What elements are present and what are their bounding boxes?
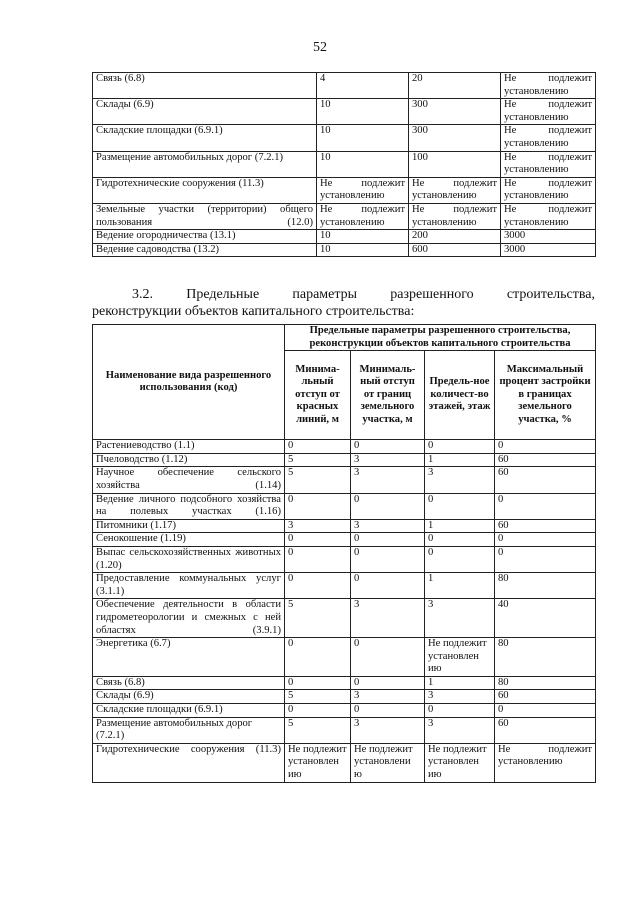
table-cell: 600 [409,243,501,257]
table-cell: Не подлежит установлен ию [285,743,351,782]
table-cell: 3 [351,453,425,467]
table-cell: 0 [425,493,495,519]
table-cell: 0 [425,440,495,454]
table-cell: 20 [409,73,501,99]
table-cell: 3 [351,599,425,638]
table-cell: Гидротехнические сооружения (11.3) [93,177,317,203]
table-cell: Не подлежит установлен ию [425,743,495,782]
table-cell: Обеспечение деятельности в области гидрометеорологии и смежных с ней областях (3.9.1) [93,599,285,638]
table-cell: Сенокошение (1.19) [93,533,285,547]
table-cell: 80 [495,638,596,677]
table-cell: 0 [425,704,495,718]
table-parameters [92,324,596,783]
section-number: 3.2. [132,287,153,302]
page-number: 52 [313,40,327,55]
heading-word: Предельные [186,287,260,302]
table-cell: Ведение садоводства (13.2) [93,243,317,257]
table-row [93,99,596,125]
table-row [93,638,596,677]
table-cell: 0 [495,440,596,454]
section-heading [92,286,595,320]
table-cell: Размещение автомобильных дорог (7.2.1) [93,151,317,177]
table-cell: 1 [425,453,495,467]
table-cell: 0 [495,704,596,718]
table-cell: Не подлежит установлению [317,203,409,229]
table-cell: 0 [351,638,425,677]
table-cell: Растениеводство (1.1) [93,440,285,454]
table-cell: 0 [351,440,425,454]
table-row [93,125,596,151]
table-cell: 3 [285,519,351,533]
table-cell: 60 [495,453,596,467]
header-name: Наименование вида разрешенного использования (код) [93,325,285,440]
table-row [93,546,596,572]
table-cell: Не подлежит установлению [501,73,596,99]
table-cell: Не подлежит установлению [409,177,501,203]
table-cell: 0 [495,533,596,547]
header-col2: Минималь-ный отступ от границ земельного участка, м [351,351,425,440]
table-cell: Размещение автомобильных дорог (7.2.1) [93,717,285,743]
table-cell: 0 [285,533,351,547]
table-cell: 0 [351,493,425,519]
table-cell: 0 [495,493,596,519]
table-cell: 0 [285,546,351,572]
table-cell: 40 [495,599,596,638]
table-cell: Не подлежит установлению [501,99,596,125]
table-header-row [93,325,596,351]
table-cell: Связь (6.8) [93,73,317,99]
table-row [93,243,596,257]
table-cell: Не подлежит установлени ю [351,743,425,782]
table-cell: 100 [409,151,501,177]
table-cell: 10 [317,243,409,257]
table-cell: Не подлежит установлению [317,177,409,203]
table-cell: Не подлежит установлению [409,203,501,229]
table-cell: Предоставление коммунальных услуг (3.1.1) [93,573,285,599]
table-cell: Склады (6.9) [93,690,285,704]
table-cell: 60 [495,690,596,704]
table-cell: Питомники (1.17) [93,519,285,533]
table-cell: 4 [317,73,409,99]
table-cell: Склады (6.9) [93,99,317,125]
table-cell: 3 [425,690,495,704]
table-cell: 0 [351,546,425,572]
table-row [93,73,596,99]
table-cell: 3000 [501,243,596,257]
table-cell: 0 [285,493,351,519]
table-cell: 5 [285,453,351,467]
table-cell: 10 [317,230,409,244]
table-cell: 1 [425,573,495,599]
table-row [93,599,596,638]
table-cell: 3 [351,690,425,704]
heading-word: параметры [292,287,358,302]
table-cell: Не подлежит установлению [501,203,596,229]
table-row [93,533,596,547]
table-row [93,440,596,454]
table-cell: Связь (6.8) [93,676,285,690]
table-cell: 80 [495,573,596,599]
table-cell: 0 [351,704,425,718]
table-cell: 3 [425,717,495,743]
table-row [93,493,596,519]
table-cell: Не подлежит установлению [495,743,596,782]
table-cell: Ведение огородничества (13.1) [93,230,317,244]
table-cell: 10 [317,151,409,177]
table-cell: 300 [409,125,501,151]
heading-word: разрешенного [390,287,474,302]
table-row [93,743,596,782]
table-cell: Складские площадки (6.9.1) [93,704,285,718]
table-upper [92,72,596,257]
table-cell: 80 [495,676,596,690]
table-cell: 0 [285,676,351,690]
table-cell: 3000 [501,230,596,244]
table-row [93,453,596,467]
table-cell: Не подлежит установлению [501,177,596,203]
table-cell: 3 [425,599,495,638]
header-group: Предельные параметры разрешенного строительства, реконструкции объектов капитального строительства [285,325,596,351]
table-cell: 0 [425,546,495,572]
table-cell: 1 [425,519,495,533]
table-cell: 5 [285,467,351,493]
heading-word: строительства, [506,287,595,302]
table-cell: 200 [409,230,501,244]
table-row [93,676,596,690]
table-cell: 60 [495,717,596,743]
table-row [93,467,596,493]
header-col3: Предель-ное количест-во этажей, этаж [425,351,495,440]
table-cell: 5 [285,690,351,704]
table-cell: 5 [285,599,351,638]
table-cell: Не подлежит установлению [501,125,596,151]
table-cell: 0 [285,638,351,677]
table-row [93,519,596,533]
table-cell: Ведение личного подсобного хозяйства на полевых участках (1.16) [93,493,285,519]
table-cell: 0 [351,573,425,599]
table-cell: Научное обеспечение сельского хозяйства (1.14) [93,467,285,493]
table-cell: Складские площадки (6.9.1) [93,125,317,151]
table-cell: 0 [351,533,425,547]
table-cell: 5 [285,717,351,743]
table-cell: Пчеловодство (1.12) [93,453,285,467]
table-cell: 3 [351,717,425,743]
table-cell: 0 [425,533,495,547]
table-cell: Энергетика (6.7) [93,638,285,677]
table-row [93,151,596,177]
table-cell: 3 [351,467,425,493]
table-row [93,177,596,203]
table-cell: 0 [285,573,351,599]
header-col1: Минима-льный отступ от красных линий, м [285,351,351,440]
table-cell: 0 [285,704,351,718]
table-cell: 300 [409,99,501,125]
table-row [93,203,596,229]
table-row [93,573,596,599]
table-cell: Земельные участки (территории) общего пользования (12.0) [93,203,317,229]
heading-line-2: реконструкции объектов капитального строительства: [92,304,415,319]
table-row [93,717,596,743]
table-cell: 1 [425,676,495,690]
table-row [93,690,596,704]
table-cell: 0 [495,546,596,572]
table-cell: Выпас сельскохозяйственных животных (1.20) [93,546,285,572]
header-col4: Максимальный процент застройки в границах земельного участка, % [495,351,596,440]
table-cell: 10 [317,99,409,125]
table-cell: 3 [425,467,495,493]
table-cell: 0 [351,676,425,690]
table-cell: 60 [495,519,596,533]
table-cell: Гидротехнические сооружения (11.3) [93,743,285,782]
table-cell: 3 [351,519,425,533]
table-row [93,230,596,244]
table-cell: Не подлежит установлен ию [425,638,495,677]
table-cell: 0 [285,440,351,454]
table-cell: Не подлежит установлению [501,151,596,177]
table-cell: 10 [317,125,409,151]
table-row [93,704,596,718]
table-cell: 60 [495,467,596,493]
